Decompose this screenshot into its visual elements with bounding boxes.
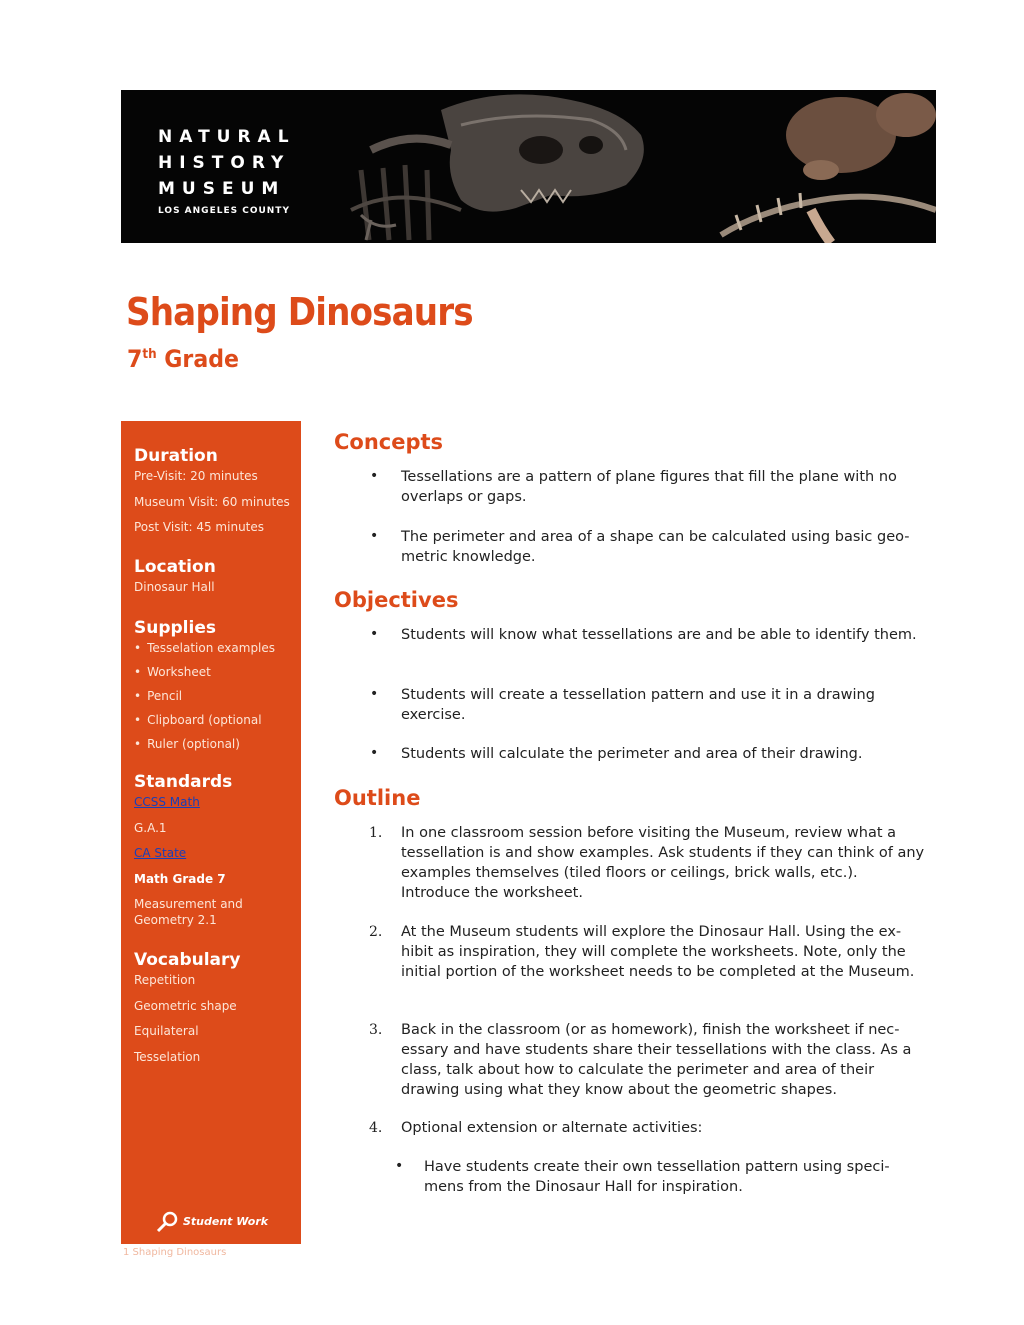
objective-item: Students will know what tessellations are and be able to identify them. [401,627,917,643]
grade-level [127,345,239,373]
bullet-marker: • [370,468,379,484]
bullet-marker: • [370,745,379,761]
outline-number: 4. [369,1120,383,1136]
objective-item: Students will create a tessellation pattern and use it in a drawing exercise. [401,687,875,723]
ca-state-link[interactable]: CA State [134,846,187,860]
header-banner [121,90,936,243]
bullet-marker: • [370,686,379,702]
concept-item: Tessellations are a pattern of plane figures that fill the plane with no overlaps or gaps. [401,469,897,505]
vocabulary-item: Equilateral [134,1024,199,1038]
outline-heading: Outline [334,786,421,810]
supply-item: • Pencil [134,689,182,703]
outline-number: 2. [369,924,383,940]
student-work-link[interactable] [155,1211,268,1233]
logo-subtitle: LOS ANGELES COUNTY [158,206,290,216]
student-work-label: Student Work [183,1215,269,1228]
ccss-standard-value: G.A.1 [134,821,167,835]
info-sidebar [121,421,301,1244]
outline-subitem: Have students create their own tessellation pattern using speci- mens from the Dinosaur Hall for inspiration. [424,1159,890,1195]
vocabulary-item: Repetition [134,973,196,987]
logo-line: MUSEUM [158,179,286,199]
objectives-heading: Objectives [334,588,459,612]
page-title: Shaping Dinosaurs [126,290,473,334]
supply-item: • Ruler (optional) [134,737,240,751]
supply-item: • Worksheet [134,665,211,679]
concepts-heading: Concepts [334,430,444,454]
museum-logo[interactable] [158,124,296,216]
supply-item: • Tesselation examples [134,641,275,655]
logo-line: NATURAL [158,127,296,147]
bullet-marker: • [395,1158,404,1174]
vocabulary-heading: Vocabulary [134,950,241,970]
outline-item: Optional extension or alternate activities: [401,1120,703,1136]
objective-item: Students will calculate the perimeter and area of their drawing. [401,746,863,762]
outline-number: 1. [369,825,383,841]
duration-item: Pre-Visit: 20 minutes [134,469,258,483]
footer-fragment: 1 Shaping Dinosaurs [123,1247,227,1258]
outline-item: At the Museum students will explore the Dinosaur Hall. Using the ex- hibit as inspiration, they will complete the worksheets. Note, only the initial portion of the worksheet needs to be completed at the Museum. [401,924,915,980]
outline-number: 3. [369,1022,383,1038]
grade-number: 7 [127,345,143,373]
location-value: Dinosaur Hall [134,580,215,594]
outline-item: Back in the classroom (or as homework), finish the worksheet if nec- essary and have students share their tessellations with the class. As a class, talk about how to calculate the perimeter and area of their drawing using what they know about the geometric shapes. [401,1022,912,1098]
magnifier-icon [155,1211,179,1233]
concept-item: The perimeter and area of a shape can be calculated using basic geo- metric knowledge. [401,529,910,565]
vocabulary-item: Tesselation [134,1050,201,1064]
outline-item: In one classroom session before visiting the Museum, review what a tessellation is and show examples. Ask students if they can think of any examples themselves (tiled floors or ceilings, brick walls, etc.). Introduce the worksheet. [401,825,925,901]
supply-item: • Clipboard (optional [134,713,262,727]
standards-heading: Standards [134,772,233,792]
ca-standard-value: Measurement and Geometry 2.1 [134,897,243,927]
grade-suffix: th [142,347,157,362]
location-heading: Location [134,557,216,577]
duration-item: Museum Visit: 60 minutes [134,495,290,509]
ca-grade-label: Math Grade 7 [134,872,226,886]
vocabulary-item: Geometric shape [134,999,237,1013]
bullet-marker: • [370,626,379,642]
grade-word: Grade [164,345,239,373]
duration-item: Post Visit: 45 minutes [134,520,265,534]
bullet-marker: • [370,528,379,544]
logo-line: HISTORY [158,153,291,173]
duration-heading: Duration [134,446,218,466]
supplies-heading: Supplies [134,618,216,638]
ccss-math-link[interactable]: CCSS Math [134,795,200,809]
